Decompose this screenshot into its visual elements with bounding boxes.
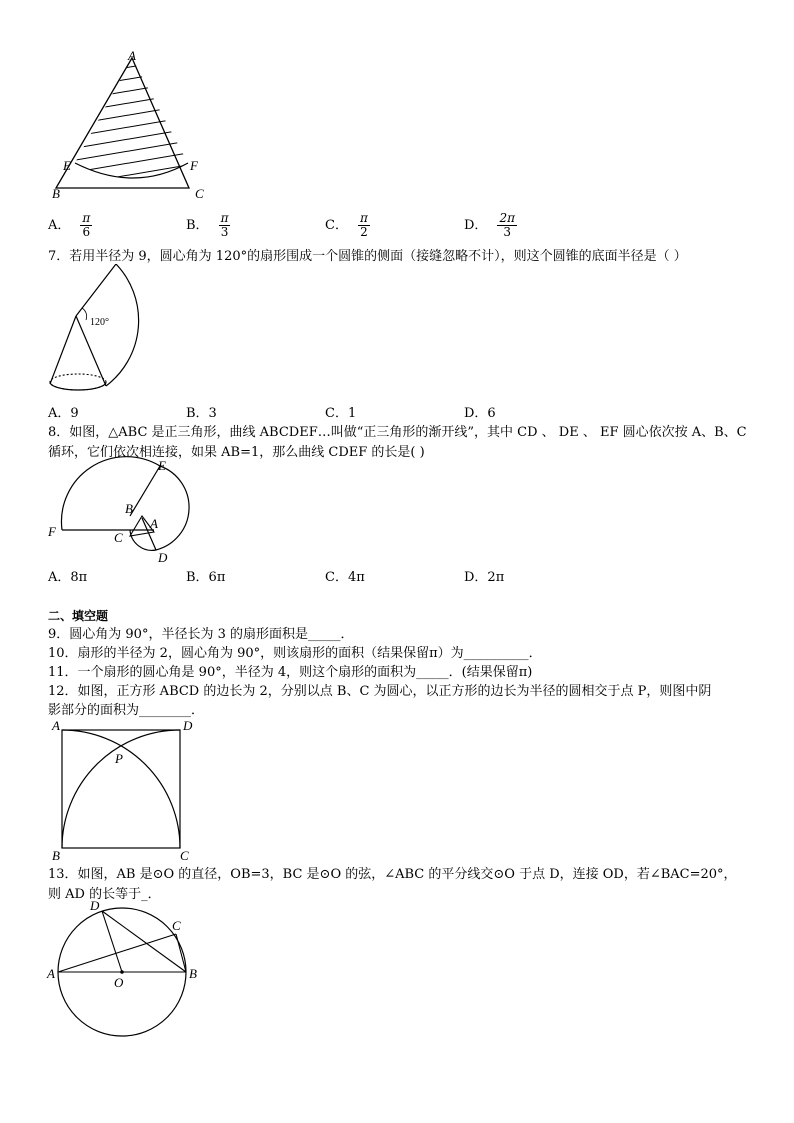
involute-figure [44,456,194,568]
q8-text-line1: 8．如图，△ABC 是正三角形，曲线 ABCDEF…叫做“正三角形的渐开线”，其中 CD 、 DE 、 EF 圆心依次按 A、B、C [48,425,747,440]
q9-text: 9．圆心角为 90°，半径长为 3 的扇形面积是_____． [48,627,354,642]
denominator: 3 [220,225,229,239]
q13-text-line1: 13．如图，AB 是⊙O 的直径，OB=3，BC 是⊙O 的弦，∠ABC 的平分线交⊙O 于点 D，连接 OD，若∠BAC=20°， [48,867,737,882]
label-d: D [183,718,193,733]
q7-text: 7．若用半径为 9，圆心角为 120°的扇形围成一个圆锥的侧面（接缝忽略不计），则这个圆锥的底面半径是（ ） [48,249,687,264]
cone-sector-figure [44,264,164,396]
label-a: A [150,516,158,531]
circle-figure [44,898,206,1044]
fraction [219,212,231,239]
option-letter: D． [464,218,488,233]
label-d: D [90,898,100,913]
label-p: P [115,751,123,766]
label-b: B [52,848,60,862]
q6-option-b[interactable] [186,212,230,239]
denominator: 2 [360,225,368,239]
label-c: C [195,186,204,200]
numerator: π [220,211,229,225]
label-c: C [172,918,181,933]
q6-option-c[interactable] [325,212,370,239]
q8-option-d[interactable]: D．2π [464,570,505,585]
q8-option-b[interactable]: B．6π [186,570,226,585]
label-a: A [52,718,60,733]
q6-option-d[interactable] [464,212,517,239]
square-abcd [62,730,180,848]
fraction [358,212,370,239]
label-a: A [128,48,136,63]
label-b: B [125,501,133,516]
section-heading: 二、填空题 [48,609,109,623]
option-letter: A． [48,218,71,233]
label-e: E [63,158,71,173]
denominator: 6 [82,225,91,239]
q7-option-d[interactable]: D．6 [464,406,496,421]
q8-text-line2: 循环，它们依次相连接，如果 AB=1，那么曲线 CDEF 的长是( ) [48,445,425,460]
label-o: O [114,975,124,990]
numerator: 2π [499,211,515,225]
option-letter: B． [186,218,209,233]
label-f: F [190,158,198,173]
q7-option-b[interactable]: B．3 [186,406,217,421]
label-a: A [47,966,55,981]
q10-text: 10．扇形的半径为 2，圆心角为 90°，则该扇形的面积（结果保留π）为__________． [48,646,542,661]
label-b: B [52,186,60,200]
triangle-shaded-figure [44,48,204,200]
q8-option-a[interactable]: A．8π [48,570,88,585]
denominator: 3 [503,225,512,239]
label-e: E [158,458,166,473]
square-arcs-figure [46,716,202,862]
fraction [497,212,517,239]
q8-option-c[interactable]: C．4π [325,570,365,585]
label-d: D [158,550,168,565]
numerator: π [359,211,368,225]
q7-option-c[interactable]: C．1 [325,406,357,421]
label-c: C [180,848,189,862]
angle-label: 120° [90,317,109,328]
option-letter: C． [325,218,348,233]
numerator: π [82,211,91,225]
q6-option-a[interactable] [48,212,92,239]
fraction [80,212,92,239]
q12-text-line1: 12．如图，正方形 ABCD 的边长为 2，分别以点 B、C 为圆心，以正方形的边长为半径的圆相交于点 P，则图中阴 [48,684,712,699]
q12-text-line2: 影部分的面积为________． [48,703,205,718]
label-f: F [48,524,56,539]
label-c: C [114,530,123,545]
q13-text-line2: 则 AD 的长等于_． [48,887,161,902]
label-b: B [189,966,197,981]
q7-option-a[interactable]: A．9 [48,406,79,421]
q11-text: 11．一个扇形的圆心角是 90°，半径为 4，则这个扇形的面积为_____．(结果保留π) [48,665,533,680]
